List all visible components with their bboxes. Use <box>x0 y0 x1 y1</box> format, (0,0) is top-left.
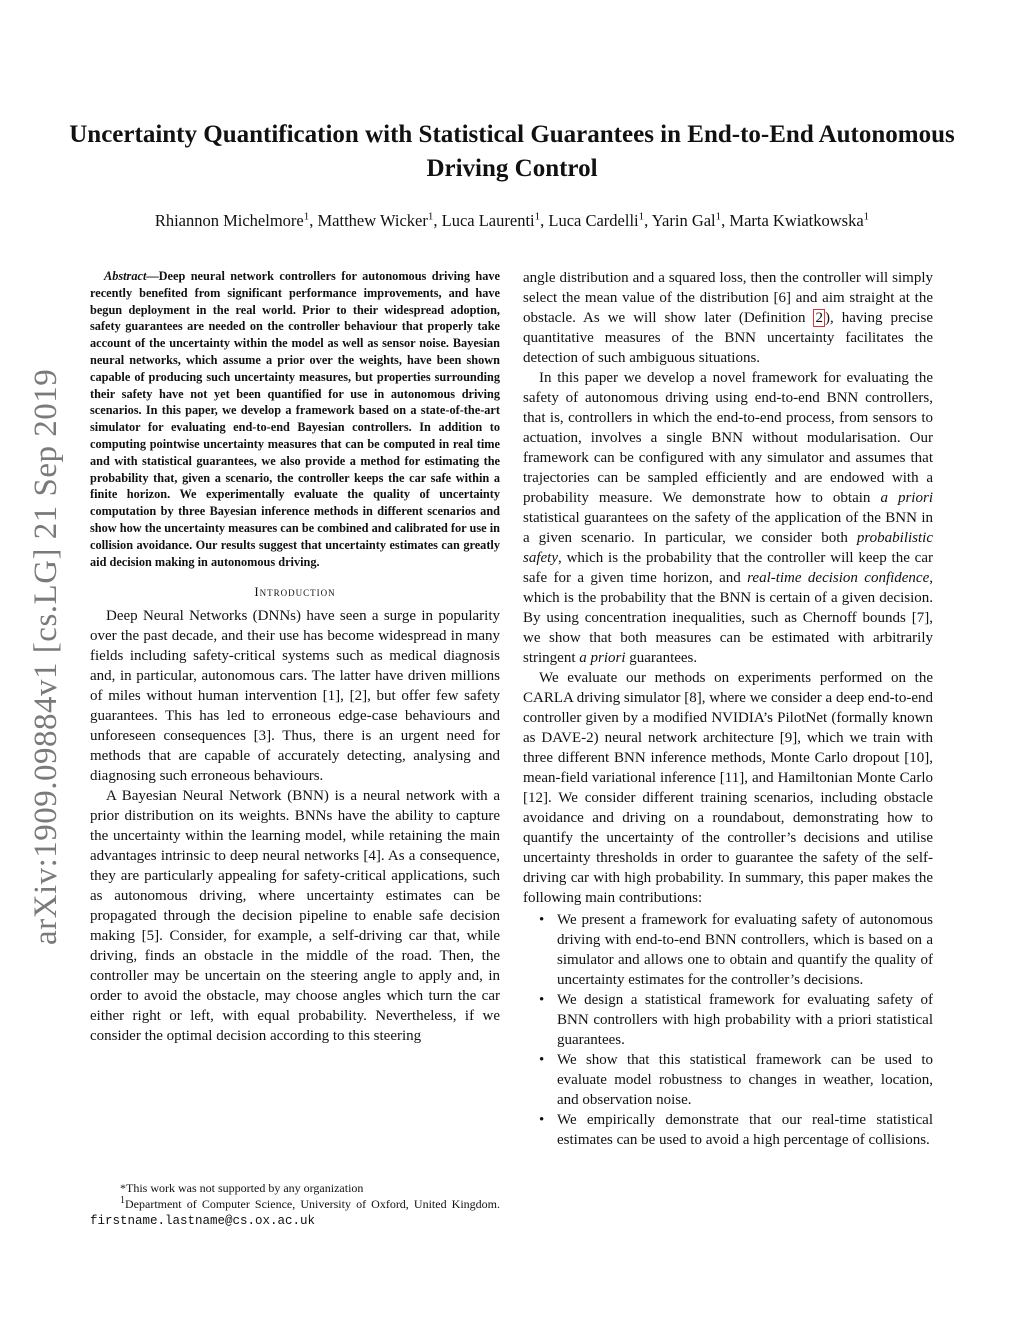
author: Luca Cardelli$^1$, <box>548 210 652 230</box>
author: Yarin Gal$^1$, <box>651 210 730 230</box>
list-item: • We design a statistical framework for evaluating safety of BNN controllers with high probability with a priori statistical guarantees. <box>539 992 933 1048</box>
footnote-funding: *This work was not supported by any organization <box>120 1181 364 1195</box>
email-address: firstname.lastname@cs.ox.ac.uk <box>90 1214 316 1228</box>
author: Rhiannon Michelmore$^1$, <box>154 210 318 230</box>
abstract-text: Deep neural network controllers for autonomous driving have recently benefited from significant performance improvements, and have begun deployment in the real world. Prior to their widespread adoption, safety guarantees are needed on the controller behaviour that properly take account of the uncertainty within the model as well as sensor noise. Bayesian neural networks, which assume a prior over the weights, have been shown capable of producing such uncertainty measures, but properties surrounding their safety have not yet been quantified for use in autonomous driving scenarios. In this paper, we develop a framework based on a state-of-the-art simulator for evaluating end-to-end Bayesian controllers. In addition to computing pointwise uncertainty measures that can be computed in real time and with statistical guarantees, we also provide a method for estimating the probability that, given a scenario, the controller keeps the car safe within a finite horizon. We experimentally evaluate the quality of uncertainty computation by three Bayesian inference methods in different scenarios and show how the uncertainty measures can be combined and calibrated for use in collision avoidance. Our results suggest that uncertainty estimates can greatly aid decision making in autonomous driving. <box>90 269 500 569</box>
intro-paragraph: A Bayesian Neural Network (BNN) is a neural network with a prior distribution on its weights. BNNs have the ability to capture the uncertainty within the learning model, while retaining the main advantages intrinsic to deep neural networks [4]. As a consequence, they are particularly appealing for safety-critical applications, such as autonomous driving, where uncertainty estimates can be propagated through the decision pipeline to enable safe decision making [5]. Consider, for example, a self-driving car that, while driving, finds an obstacle in the middle of the road. Then, the controller may be uncertain on the steering angle to apply and, in order to avoid the obstacle, may choose angles which turn the car either right or left, with equal probability. Nevertheless, if we consider the optimal decision according to this steering <box>90 788 500 1045</box>
list-item: • We empirically demonstrate that our real-time statistical estimates can be used to avoid a high percentage of collisions. <box>539 1112 933 1148</box>
paper-title: Uncertainty Quantification with Statistical Guarantees in End-to-End Autonomous Driving Control <box>69 121 955 182</box>
intro-paragraph: Deep Neural Networks (DNNs) have seen a surge in popularity over the past decade, and their use has become widespread in many fields including safety-critical systems such as medical diagnosis and, in particular, autonomous cars. The latter have driven millions of miles without human intervention [1], [2], but offer few safety guarantees. This has led to erroneous edge-case behaviours and unforeseen consequences [3]. Thus, there is an urgent need for methods that are capable of accurately detecting, analysing and diagnosing such erroneous behaviours. <box>90 608 500 785</box>
author-list <box>40 210 984 232</box>
abstract-label: Abstract <box>104 269 147 283</box>
body-paragraph: We evaluate our methods on experiments performed on the CARLA driving simulator [8], where we consider a deep end-to-end controller given by a modified NVIDIA’s PilotNet (formally known as DAVE-2) neural network architecture [9], which we train with three different BNN inference methods, Monte Carlo dropout [10], mean-field variational inference [11], and Hamiltonian Monte Carlo [12]. We consider different training scenarios, including obstacle avoidance and driving on a roundabout, demonstrating how to quantify the uncertainty of the controller’s decisions and utilise uncertainty thresholds in order to guarantee the safety of the self-driving car with high probability. In summary, this paper makes the following main contributions: <box>523 670 933 906</box>
right-column <box>523 268 933 1150</box>
body-paragraph: angle distribution and a squared loss, then the controller will simply select the mean value of the distribution [6] and aim straight at the obstacle. As we will show later (Definition 2 ), having precise quantitative measures of the BNN uncertainty facilitates the detection of such ambiguous situations. <box>523 270 933 366</box>
body-paragraph: In this paper we develop a novel framework for evaluating the safety of autonomous driving using end-to-end BNN controllers, that is, controllers in which the end-to-end process, from sensors to actuation, involves a single BNN without modularisation. Our framework can be configured with any simulator and assumes that trajectories can be sampled efficiently and are endowed with a probability measure. We demonstrate how to obtain a priori statistical guarantees on the safety of the application of the BNN in a given scenario. In particular, we consider both probabilistic safety, which is the probability that the controller will keep the car safe for a given time horizon, and real-time decision confidence, which is the probability that the BNN is certain of a given decision. By using concentration inequalities, such as Chernoff bounds [7], we show that both measures can be estimated with arbitrarily stringent a priori guarantees. <box>523 370 933 666</box>
abstract: Abstract—Deep neural network controllers for autonomous driving have recently benefited from significant performance improvements, and have begun deployment in the real world. Prior to their widespread adoption, safety guarantees are needed on the controller behaviour that properly take account of the uncertainty within the model as well as sensor noise. Bayesian neural networks, which assume a prior over the weights, have been shown capable of producing such uncertainty measures, but properties surrounding their safety have not yet been quantified for use in autonomous driving scenarios. In this paper, we develop a framework based on a state-of-the-art simulator for evaluating end-to-end Bayesian controllers. In addition to computing pointwise uncertainty measures that can be computed in real time and with statistical guarantees, we also provide a method for estimating the probability that, given a scenario, the controller keeps the car safe within a finite horizon. We experimentally evaluate the quality of uncertainty computation by three Bayesian inference methods in different scenarios and show how the uncertainty measures can be combined and calibrated for use in collision avoidance. Our results suggest that uncertainty estimates can greatly aid decision making in autonomous driving. <box>90 269 500 569</box>
list-item: • We show that this statistical framework can be used to evaluate model robustness to changes in weather, location, and observation noise. <box>539 1052 933 1108</box>
bullet-icon: • <box>539 912 545 928</box>
author: Matthew Wicker$^1$, <box>317 210 442 230</box>
footnote-affiliation: $^1$Department of Computer Science, University of Oxford, United Kingdom. firstname.lastname@cs.ox.ac.uk <box>90 1195 500 1228</box>
author: Luca Laurenti$^1$, <box>441 210 549 230</box>
footnotes <box>90 1180 500 1229</box>
list-item: • We present a framework for evaluating safety of autonomous driving with end-to-end BNN controllers, which is based on a simulator and allows one to obtain and quantify the quality of uncertainty estimates for the controller’s decisions. <box>539 912 933 988</box>
definition-reference-link[interactable]: 2 <box>815 310 823 326</box>
left-column <box>90 268 500 1046</box>
bullet-icon: • <box>539 1052 545 1068</box>
bullet-icon: • <box>539 992 545 1008</box>
contributions-list <box>523 910 933 1150</box>
section-heading-introduction: Introduction <box>254 584 336 600</box>
arxiv-identifier-stamp: arXiv:1909.09884v1 [cs.LG] 21 Sep 2019 <box>28 368 64 945</box>
bullet-icon: • <box>539 1112 545 1128</box>
author: Marta Kwiatkowska$^1$ <box>729 210 870 230</box>
